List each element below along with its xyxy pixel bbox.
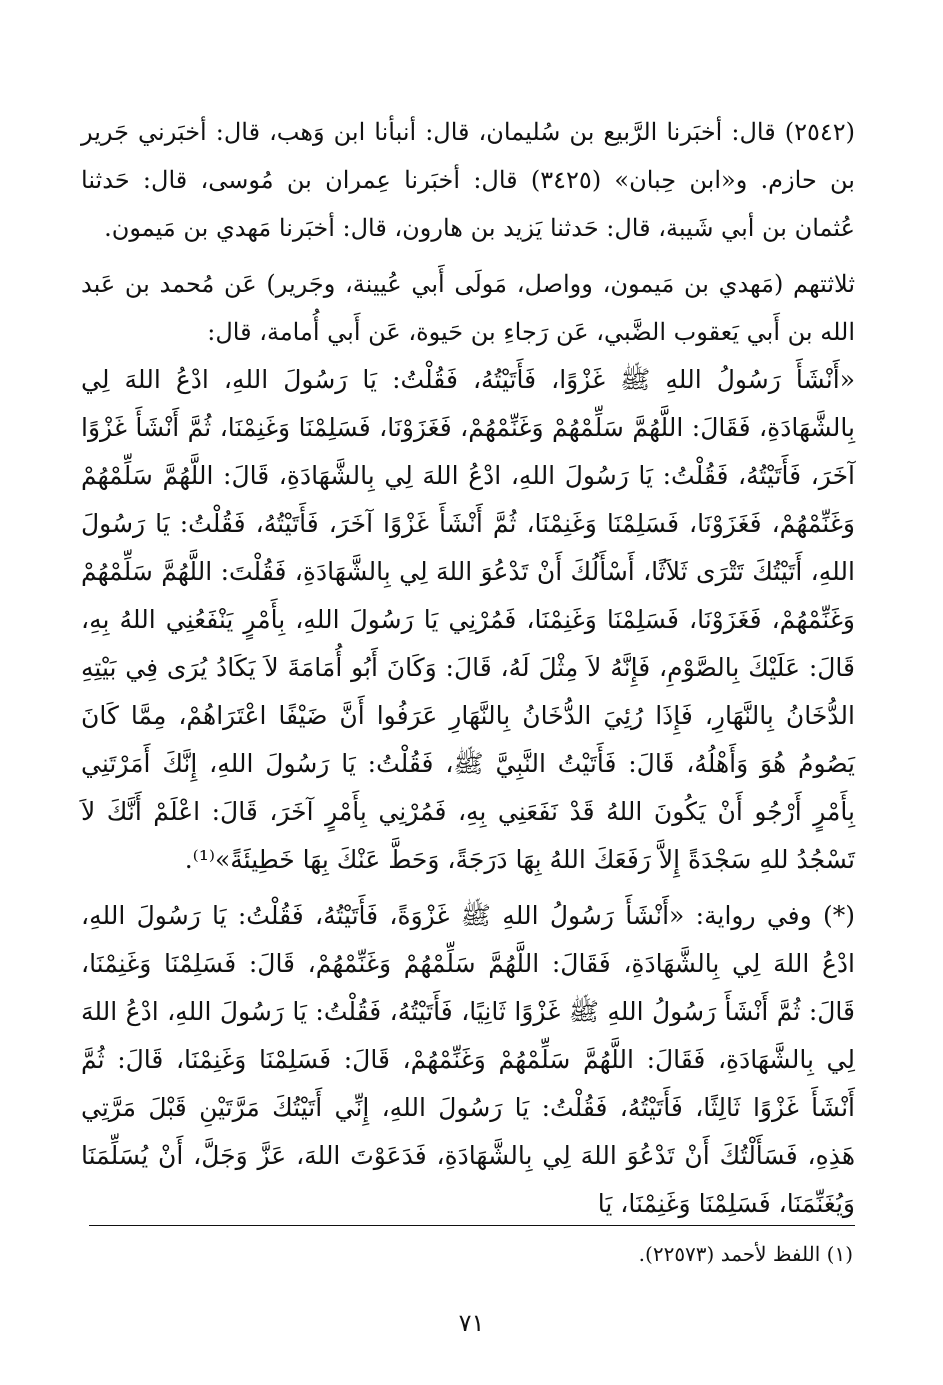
page-number: ٧١ [458,1309,485,1337]
hadith-text-paragraph: «أَنْشَأَ رَسُولُ اللهِ ﷺ غَزْوًا، فَأَتَيْتُهُ، فَقُلْتُ: يَا رَسُولَ اللهِ، ادْعُ اللهَ لِي بِالشَّهَادَةِ، فَقَالَ: اللَّهُمَّ سَلِّمْهُمْ وَغَنِّمْهُمْ، فَغَزَوْنَا، فَسَلِمْنَا وَغَنِمْنَا، ثُمَّ أَنْشَأَ غَزْوًا آخَرَ، فَأَتَيْتُهُ، فَقُلْتُ: يَا رَسُولَ اللهِ، ادْعُ اللهَ لِي بِالشَّهَادَةِ، قَالَ: اللَّهُمَّ سَلِّمْهُمْ وَغَنِّمْهُمْ، فَغَزَوْنَا، فَسَلِمْنَا وَغَنِمْنَا، ثُمَّ أَنْشَأَ غَزْوًا آخَرَ، فَأَتَيْتُهُ، فَقُلْتُ: يَا رَسُولَ اللهِ، أَتَيْتُكَ تَتْرَى ثَلاَثًا، أَسْأَلُكَ أَنْ تَدْعُوَ اللهَ لِي بِالشَّهَادَةِ، فَقُلْتَ: اللَّهُمَّ سَلِّمْهُمْ وَغَنِّمْهُمْ، فَغَزَوْنَا، فَسَلِمْنَا وَغَنِمْنَا، فَمُرْنِي يَا رَسُولَ اللهِ، بِأَمْرٍ يَنْفَعُنِي اللهُ بِهِ، قَالَ: عَلَيْكَ بِالصَّوْمِ، فَإِنَّهُ لاَ مِثْلَ لَهُ، قَالَ: وَكَانَ أَبُو أُمَامَةَ لاَ يَكَادُ يُرَى فِي بَيْتِهِ الدُّخَانُ بِالنَّهَارِ، فَإِذَا رُئِيَ الدُّخَانُ بِالنَّهَارِ عَرَفُوا أَنَّ ضَيْفًا اعْتَرَاهُمْ، مِمَّا كَانَ يَصُومُ هُوَ وَأَهْلُهُ، قَالَ: فَأَتَيْتُ النَّبِيَّ ﷺ، فَقُلْتُ: يَا رَسُولَ اللهِ، إِنَّكَ أَمَرْتَنِي بِأَمْرٍ أَرْجُو أَنْ يَكُونَ اللهُ قَدْ نَفَعَنِي بِهِ، فَمُرْنِي بِأَمْرٍ آخَرَ، قَالَ: اعْلَمْ أَنَّكَ لاَ تَسْجُدُ للهِ سَجْدَةً إِلاَّ رَفَعَكَ اللهُ بِهَا دَرَجَةً، وَحَطَّ عَنْكَ بِهَا خَطِيئَةً»⁽¹⁾. [81,365,855,874]
riwaya-paragraph: (*) وفي رواية: «أَنْشَأَ رَسُولُ اللهِ ﷺ غَزْوَةً، فَأَتَيْتُهُ، فَقُلْتُ: يَا رَسُولَ اللهِ، ادْعُ اللهَ لِي بِالشَّهَادَةِ، فَقَالَ: اللَّهُمَّ سَلِّمْهُمْ وَغَنِّمْهُمْ، قَالَ: فَسَلِمْنَا وَغَنِمْنَا، قَالَ: ثُمَّ أَنْشَأَ رَسُولُ اللهِ ﷺ غَزْوًا ثَانِيًا، فَأَتَيْتُهُ، فَقُلْتُ: يَا رَسُولَ اللهِ، ادْعُ اللهَ لِي بِالشَّهَادَةِ، فَقَالَ: اللَّهُمَّ سَلِّمْهُمْ وَغَنِّمْهُمْ، قَالَ: فَسَلِمْنَا وَغَنِمْنَا، قَالَ: ثُمَّ أَنْشَأَ غَزْوًا ثَالِثًا، فَأَتَيْتُهُ، فَقُلْتُ: يَا رَسُولَ اللهِ، إِنِّي أَتَيْتُكَ مَرَّتَيْنِ قَبْلَ مَرَّتِي هَذِهِ، فَسَأَلْتُكَ أَنْ تَدْعُوَ اللهَ لِي بِالشَّهَادَةِ، فَدَعَوْتَ اللهَ، عَزَّ وَجَلَّ، أَنْ يُسَلِّمَنَا وَيُغَنِّمَنَا، فَسَلِمْنَا وَغَنِمْنَا، يَا [81,901,855,1218]
page-body [81,108,855,1228]
isnad-paragraph: (٢٥٤٢) قال: أخبَرنا الرَّبيع بن سُليمان، قال: أنبأنا ابن وَهب، قال: أخبَرني جَرير بن حازم. و«ابن حِبان» (٣٤٢٥) قال: أخبَرنا عِمران بن مُوسى، قال: حَدثنا عُثمان بن أبي شَيبة، قال: حَدثنا يَزيد بن هارون، قال: أخبَرنا مَهدي بن مَيمون. [81,118,855,242]
narrators-paragraph: ثلاثتهم (مَهدي بن مَيمون، وواصل، مَولَى أَبي عُيينة، وجَرير) عَن مُحمد بن عَبد الله بن أَبي يَعقوب الضَّبي، عَن رَجاءِ بن حَيوة، عَن أَبي أُمامة، قال: [81,270,855,346]
footnote-separator [89,1225,855,1226]
footnote: (١) اللفظ لأحمد (٢٢٥٧٣). [638,1242,853,1266]
